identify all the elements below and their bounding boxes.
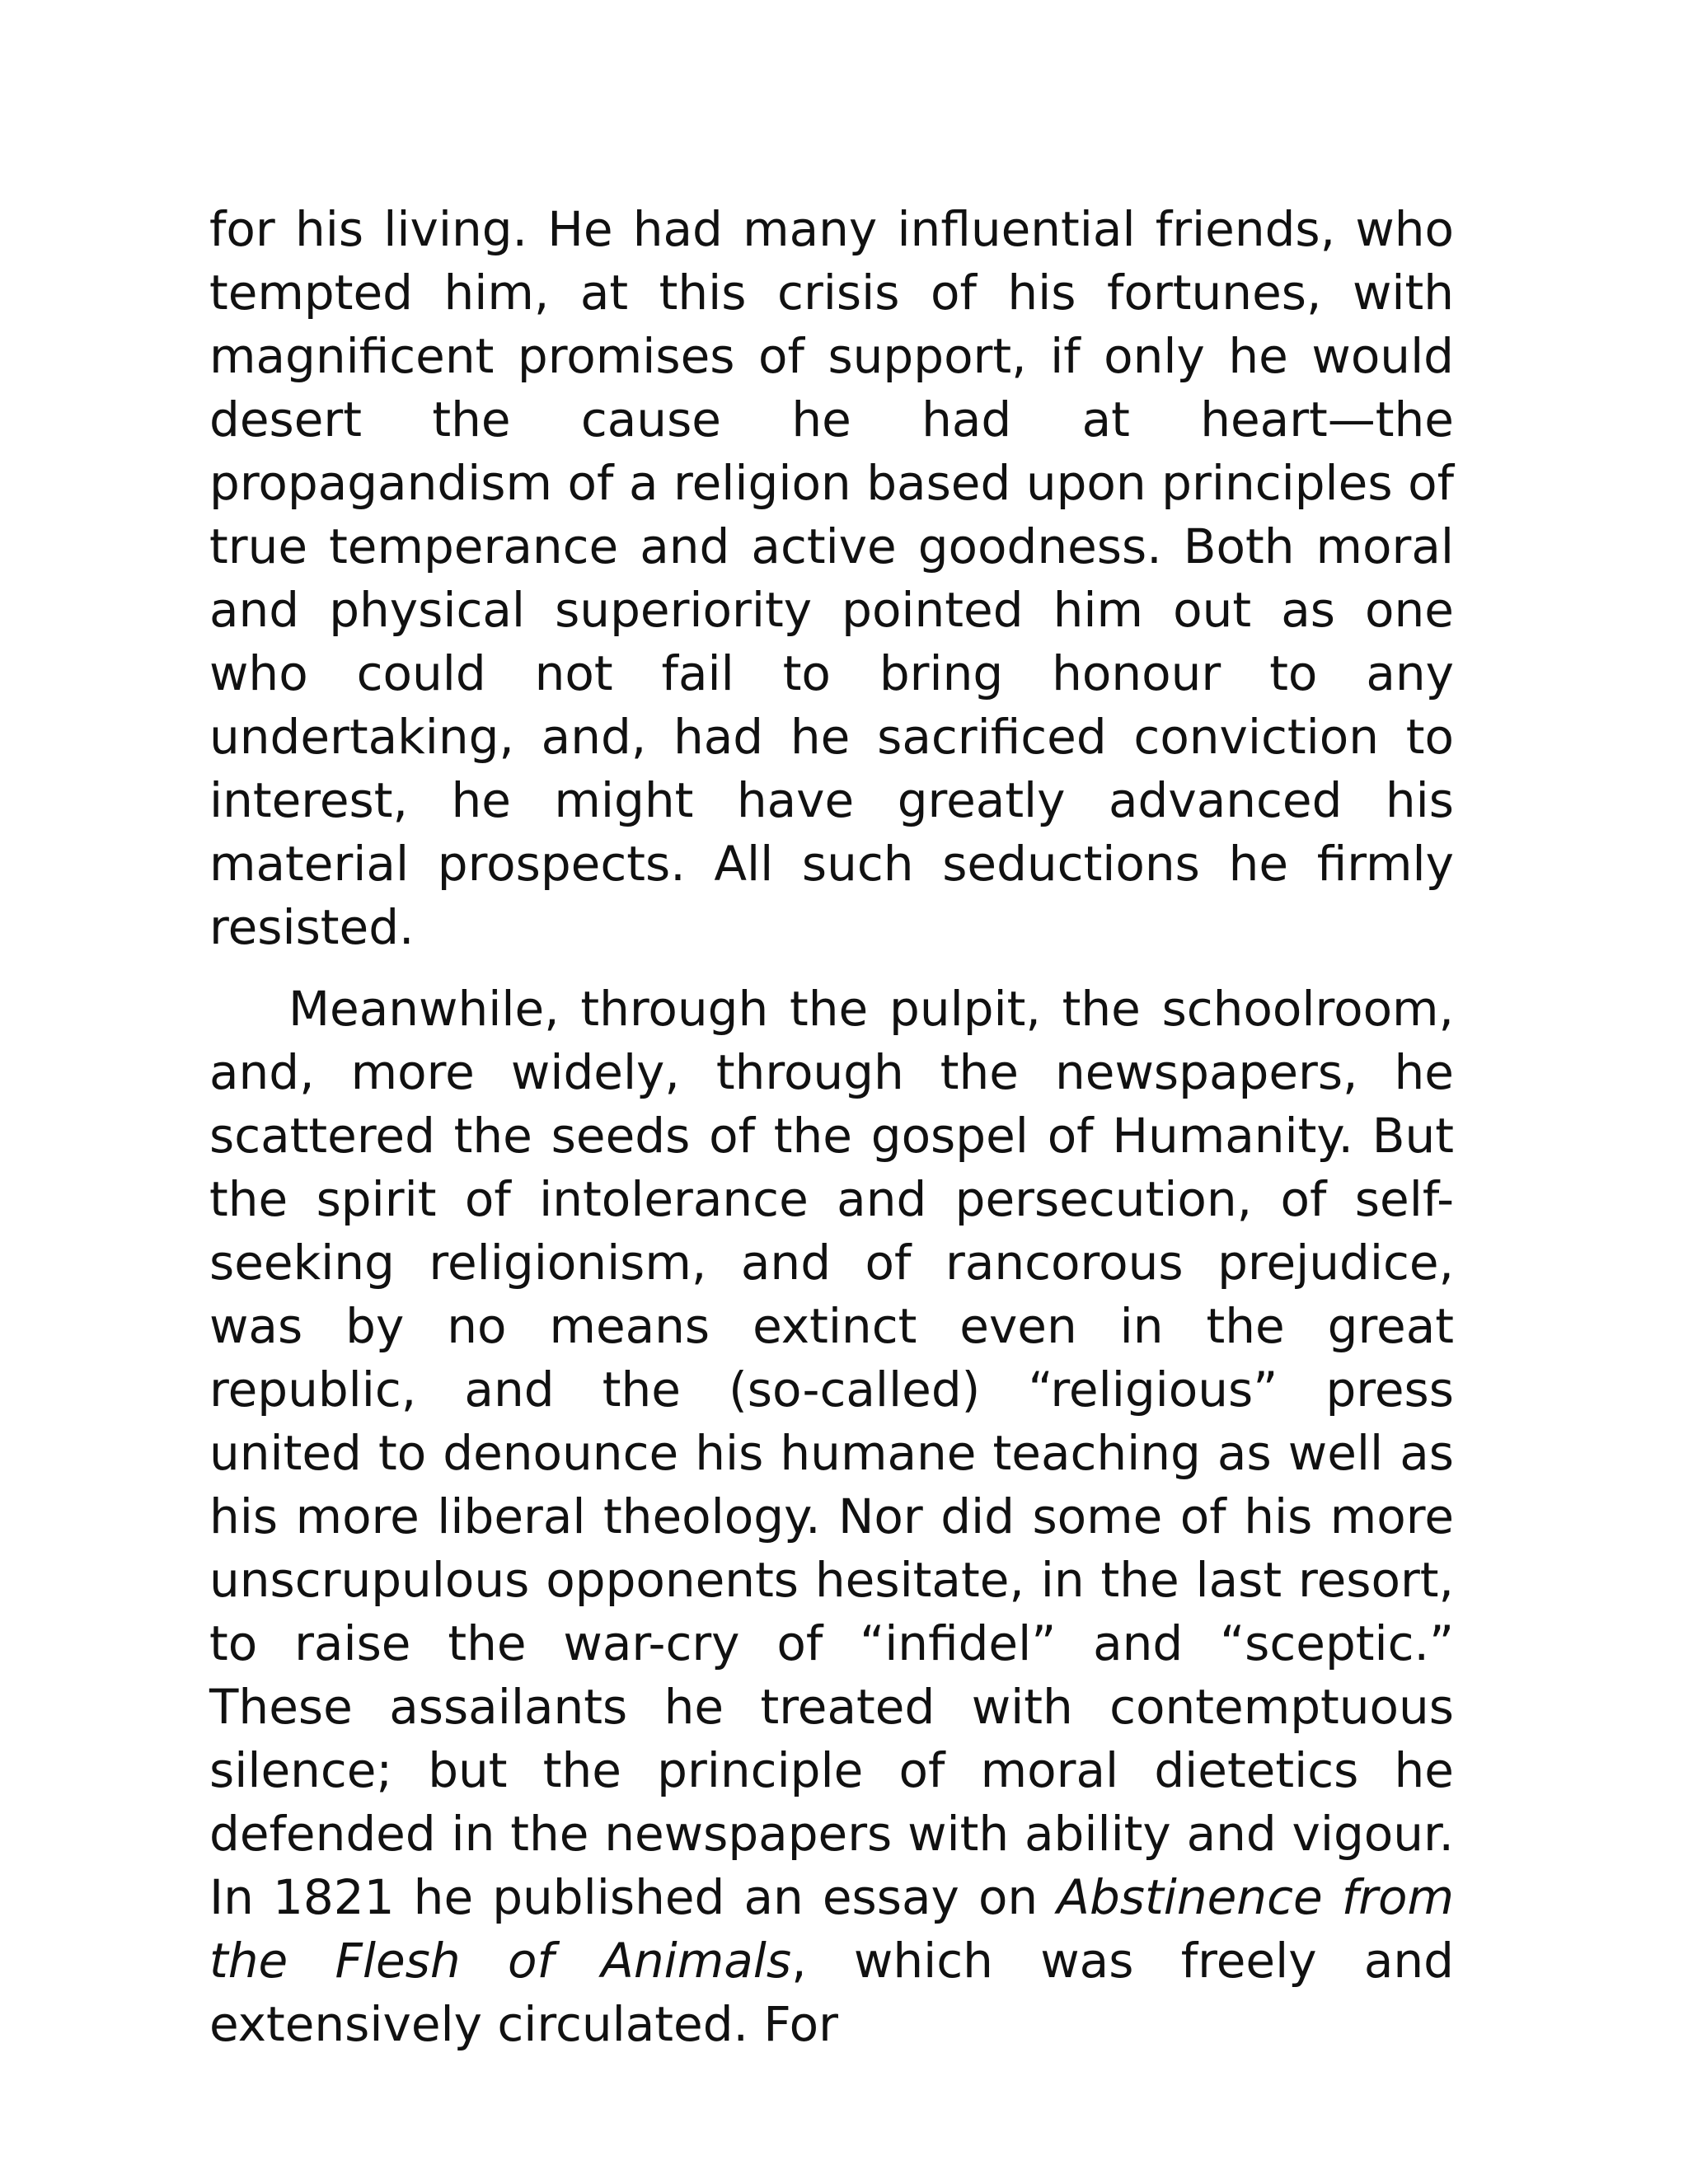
paragraph-text: Meanwhile, through the pulpit, the schoolroom, and, more widely, through the newspapers, he scattered the seeds of the gospel of Humanity. But the spirit of intolerance and persecution, of self-seeking religionism, and of rancorous prejudice, was by no means extinct even in the great republic, and the (so-called) “religious” press united to denounce his humane teaching as well as his more liberal theology. Nor did some of his more unscrupulous opponents hesitate, in the last resort, to raise the war-cry of “infidel” and “sceptic.” These assailants he treated with contemptuous silence; but the principle of moral dietetics he defended in the newspapers with ability and vigour. In 1821 he published an essay on [209, 981, 1454, 1925]
body-text [209, 198, 1454, 2056]
paragraph-text: , which was freely and extensively circulated. For [209, 1933, 1454, 2052]
book-title: Abstinence from the Flesh of Animals [209, 1869, 1454, 1989]
paragraph [209, 198, 1454, 959]
paragraph [209, 977, 1454, 2056]
paragraph-text: for his living. He had many influential friends, who tempted him, at this crisis of his fortunes, with magnificent promises of support, if only he would desert the cause he had at heart—the propagandism of a religion based upon principles of true temperance and active goodness. Both moral and physical superiority pointed him out as one who could not fail to bring honour to any undertaking, and, had he sacrificed conviction to interest, he might have greatly advanced his material prospects. All such seductions he firmly resisted. [209, 201, 1454, 955]
